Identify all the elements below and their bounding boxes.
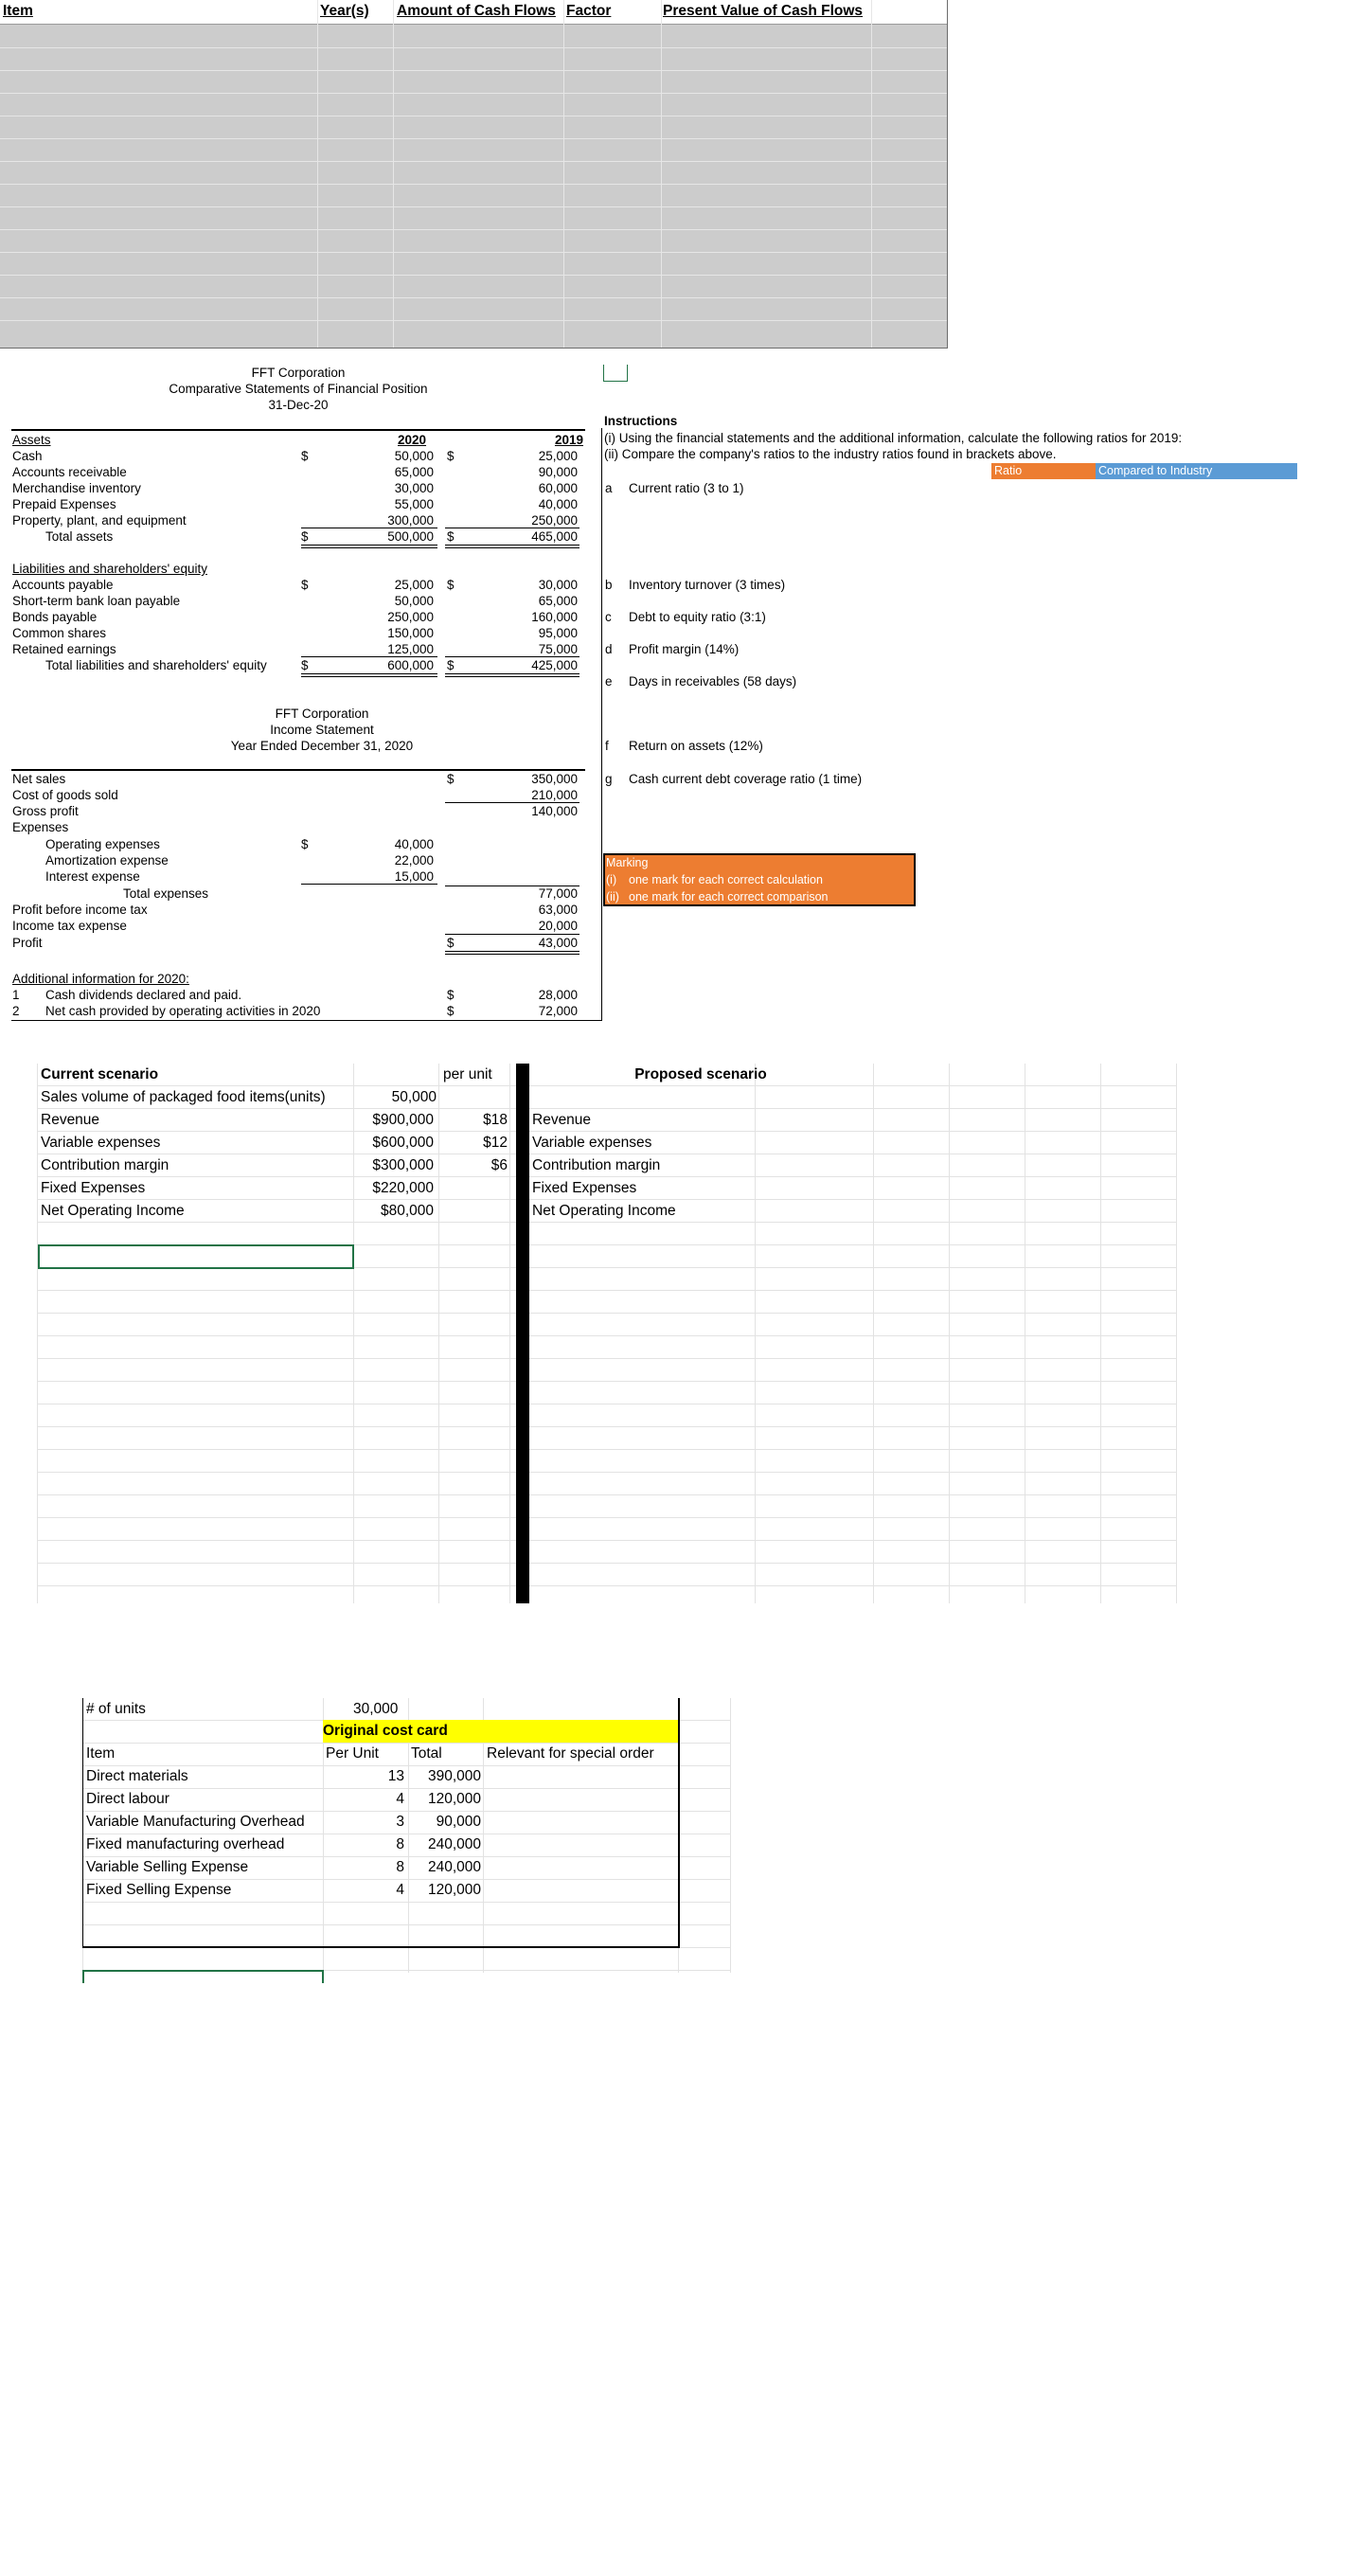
proposed-row-label: Contribution margin: [532, 1157, 661, 1173]
sales-volume-label: Sales volume of packaged food items(units): [41, 1089, 326, 1105]
units-label: # of units: [86, 1701, 146, 1717]
pv-header-present-value: Present Value of Cash Flows: [663, 3, 864, 19]
liability-2019: 65,000: [538, 594, 578, 608]
cost-item-total: 90,000: [436, 1814, 481, 1830]
asset-label: Merchandise inventory: [12, 481, 141, 495]
liability-2020: 50,000: [394, 594, 434, 608]
dollar-sign: $: [447, 936, 455, 950]
total-liabilities-2019: 425,000: [531, 658, 578, 672]
current-row-label: Variable expenses: [41, 1135, 161, 1151]
expense-label: Amortization expense: [45, 853, 169, 868]
tax-value: 20,000: [538, 919, 578, 933]
sfp-title: Comparative Statements of Financial Position: [169, 382, 428, 396]
liability-2019: 95,000: [538, 626, 578, 640]
net-sales-label: Net sales: [12, 772, 66, 786]
cost-item-total: 120,000: [427, 1791, 481, 1807]
liability-2019: 75,000: [538, 642, 578, 656]
asset-2019: 250,000: [531, 513, 578, 528]
ratio-header-cell[interactable]: [991, 463, 1096, 479]
asset-2019: 25,000: [538, 449, 578, 463]
instructions-line2: (ii) Compare the company's ratios to the industry ratios found in brackets above.: [604, 447, 1057, 461]
instructions-line1: (i) Using the financial statements and the additional information, calculate the following ratios for 2019:: [604, 431, 1183, 445]
current-row-per-unit: $12: [483, 1135, 508, 1151]
dollar-sign: $: [301, 449, 309, 463]
cost-item-total: 390,000: [427, 1768, 481, 1784]
cost-item-label: Direct materials: [86, 1768, 188, 1784]
dollar-sign: $: [447, 529, 455, 544]
additional-value: 28,000: [538, 988, 578, 1002]
current-row-label: Net Operating Income: [41, 1203, 185, 1219]
total-liabilities-2020: 600,000: [387, 658, 434, 672]
asset-label: Cash: [12, 449, 43, 463]
ratio-text: Cash current debt coverage ratio (1 time): [629, 772, 863, 786]
current-row-value: $80,000: [380, 1203, 434, 1219]
additional-label: Cash dividends declared and paid.: [45, 988, 242, 1002]
cost-item-total: 240,000: [427, 1836, 481, 1852]
pv-header-amount: Amount of Cash Flows: [397, 3, 556, 19]
cost-item-per-unit: 8: [396, 1836, 404, 1852]
asset-label: Property, plant, and equipment: [12, 513, 187, 528]
additional-value: 72,000: [538, 1004, 578, 1018]
sfp-date: 31-Dec-20: [268, 398, 329, 412]
compared-header-cell[interactable]: [1096, 463, 1297, 479]
col-relevant-header: Relevant for special order: [487, 1745, 654, 1762]
cost-item-total: 120,000: [427, 1882, 481, 1898]
gross-profit-value: 140,000: [531, 804, 578, 818]
ratio-text: Current ratio (3 to 1): [629, 481, 744, 495]
pv-header-years: Year(s): [320, 3, 369, 19]
current-row-label: Fixed Expenses: [41, 1180, 146, 1196]
ratio-letter: g: [605, 772, 613, 786]
proposed-scenario-title: Proposed scenario: [634, 1066, 767, 1082]
proposed-row-label: Revenue: [532, 1112, 592, 1128]
cost-item-per-unit: 8: [396, 1859, 404, 1875]
marking-num: (i): [606, 873, 617, 886]
liability-label: Common shares: [12, 626, 107, 640]
ratio-header-label: Ratio: [994, 464, 1023, 477]
ratio-text: Debt to equity ratio (3:1): [629, 610, 766, 624]
total-assets-2019: 465,000: [531, 529, 578, 544]
expenses-heading: Expenses: [12, 820, 69, 834]
ratio-letter: b: [605, 578, 613, 592]
marking-num: (ii): [606, 890, 619, 903]
current-row-value: $300,000: [372, 1157, 434, 1173]
current-row-label: Contribution margin: [41, 1157, 169, 1173]
dollar-sign: $: [447, 1004, 455, 1018]
ratio-letter: e: [605, 674, 613, 689]
current-scenario-title: Current scenario: [41, 1066, 159, 1082]
dollar-sign: $: [447, 578, 455, 592]
asset-2019: 90,000: [538, 465, 578, 479]
sales-volume-value: 50,000: [391, 1089, 437, 1105]
pv-header-factor: Factor: [566, 3, 612, 19]
cost-item-label: Variable Selling Expense: [86, 1859, 249, 1875]
liability-2020: 25,000: [394, 578, 434, 592]
col-total-header: Total: [411, 1745, 442, 1762]
cost-item-label: Fixed manufacturing overhead: [86, 1836, 285, 1852]
ratio-letter: a: [605, 481, 613, 495]
instructions-title: Instructions: [604, 414, 678, 428]
cost-item-per-unit: 4: [396, 1791, 404, 1807]
additional-info-title: Additional information for 2020:: [12, 972, 189, 986]
compared-header-label: Compared to Industry: [1098, 464, 1213, 477]
profit-label: Profit: [12, 936, 43, 950]
additional-num: 1: [12, 988, 20, 1002]
marking-title: Marking: [606, 856, 649, 869]
selected-cell[interactable]: [82, 1970, 324, 1983]
cost-item-total: 240,000: [427, 1859, 481, 1875]
dollar-sign: $: [447, 772, 455, 786]
asset-label: Prepaid Expenses: [12, 497, 116, 511]
gross-profit-label: Gross profit: [12, 804, 79, 818]
proposed-row-label: Fixed Expenses: [532, 1180, 637, 1196]
asset-2020: 30,000: [394, 481, 434, 495]
net-sales-value: 350,000: [531, 772, 578, 786]
total-expenses-value: 77,000: [538, 886, 578, 901]
ratio-letter: f: [605, 739, 609, 753]
expense-label: Interest expense: [45, 869, 140, 884]
asset-2020: 65,000: [394, 465, 434, 479]
ratio-text: Days in receivables (58 days): [629, 674, 797, 689]
ratio-text: Return on assets (12%): [629, 739, 763, 753]
units-value: 30,000: [353, 1701, 399, 1717]
current-row-value: $220,000: [372, 1180, 434, 1196]
year-2020-header: 2020: [398, 433, 427, 447]
proposed-row-label: Net Operating Income: [532, 1203, 676, 1219]
liability-2019: 160,000: [531, 610, 578, 624]
liability-label: Accounts payable: [12, 578, 114, 592]
per-unit-header: per unit: [443, 1066, 492, 1082]
asset-2020: 300,000: [387, 513, 434, 528]
dollar-sign: $: [447, 988, 455, 1002]
proposed-row-label: Variable expenses: [532, 1135, 652, 1151]
asset-2019: 40,000: [538, 497, 578, 511]
asset-2020: 50,000: [394, 449, 434, 463]
is-period: Year Ended December 31, 2020: [230, 739, 414, 753]
is-title: Income Statement: [270, 723, 374, 737]
ratio-letter: c: [605, 610, 612, 624]
dollar-sign: $: [301, 529, 309, 544]
sfp-company: FFT Corporation: [251, 366, 346, 380]
selected-cell[interactable]: [38, 1244, 354, 1269]
additional-num: 2: [12, 1004, 20, 1018]
tax-label: Income tax expense: [12, 919, 127, 933]
current-row-value: $900,000: [372, 1112, 434, 1128]
assets-heading: Assets: [12, 433, 51, 447]
liability-2020: 150,000: [387, 626, 434, 640]
liability-2020: 250,000: [387, 610, 434, 624]
cost-item-label: Fixed Selling Expense: [86, 1882, 232, 1898]
liability-label: Bonds payable: [12, 610, 98, 624]
ratio-text: Profit margin (14%): [629, 642, 740, 656]
cost-item-per-unit: 13: [387, 1768, 404, 1784]
cost-item-label: Variable Manufacturing Overhead: [86, 1814, 305, 1830]
marking-box[interactable]: [603, 853, 916, 906]
asset-2020: 55,000: [394, 497, 434, 511]
current-row-value: $600,000: [372, 1135, 434, 1151]
liability-label: Short-term bank loan payable: [12, 594, 181, 608]
total-assets-2020: 500,000: [387, 529, 434, 544]
cost-card-title: Original cost card: [323, 1723, 448, 1739]
total-expenses-label: Total expenses: [123, 886, 209, 901]
expense-value: 15,000: [394, 869, 434, 884]
current-row-label: Revenue: [41, 1112, 100, 1128]
profit-value: 43,000: [538, 936, 578, 950]
marking-line1: one mark for each correct calculation: [629, 873, 823, 886]
present-value-table[interactable]: [0, 0, 948, 349]
expense-value: 40,000: [394, 837, 434, 851]
dollar-sign: $: [301, 658, 309, 672]
asset-2019: 60,000: [538, 481, 578, 495]
marking-line2: one mark for each correct comparison: [629, 890, 829, 903]
expense-label: Operating expenses: [45, 837, 160, 851]
cogs-label: Cost of goods sold: [12, 788, 118, 802]
asset-label: Accounts receivable: [12, 465, 127, 479]
ratio-text: Inventory turnover (3 times): [629, 578, 786, 592]
dollar-sign: $: [301, 578, 309, 592]
cost-item-per-unit: 3: [396, 1814, 404, 1830]
pbt-label: Profit before income tax: [12, 903, 148, 917]
additional-label: Net cash provided by operating activities in 2020: [45, 1004, 321, 1018]
dollar-sign: $: [301, 837, 309, 851]
col-per-unit-header: Per Unit: [326, 1745, 379, 1762]
dollar-sign: $: [447, 658, 455, 672]
current-row-per-unit: $18: [483, 1112, 508, 1128]
liability-2019: 30,000: [538, 578, 578, 592]
liability-label: Retained earnings: [12, 642, 116, 656]
scenario-divider: [516, 1064, 529, 1603]
cost-item-per-unit: 4: [396, 1882, 404, 1898]
current-row-per-unit: $6: [490, 1157, 508, 1173]
year-2019-header: 2019: [554, 433, 583, 447]
pv-header-item: Item: [3, 3, 33, 19]
dollar-sign: $: [447, 449, 455, 463]
total-liabilities-label: Total liabilities and shareholders' equity: [45, 658, 267, 672]
is-company: FFT Corporation: [275, 707, 369, 721]
total-assets-label: Total assets: [45, 529, 114, 544]
cost-item-label: Direct labour: [86, 1791, 169, 1807]
cogs-value: 210,000: [531, 788, 578, 802]
liabilities-heading: Liabilities and shareholders' equity: [12, 562, 207, 576]
col-item-header: Item: [86, 1745, 116, 1762]
expense-value: 22,000: [394, 853, 434, 868]
pbt-value: 63,000: [538, 903, 578, 917]
liability-2020: 125,000: [387, 642, 434, 656]
ratio-letter: d: [605, 642, 613, 656]
